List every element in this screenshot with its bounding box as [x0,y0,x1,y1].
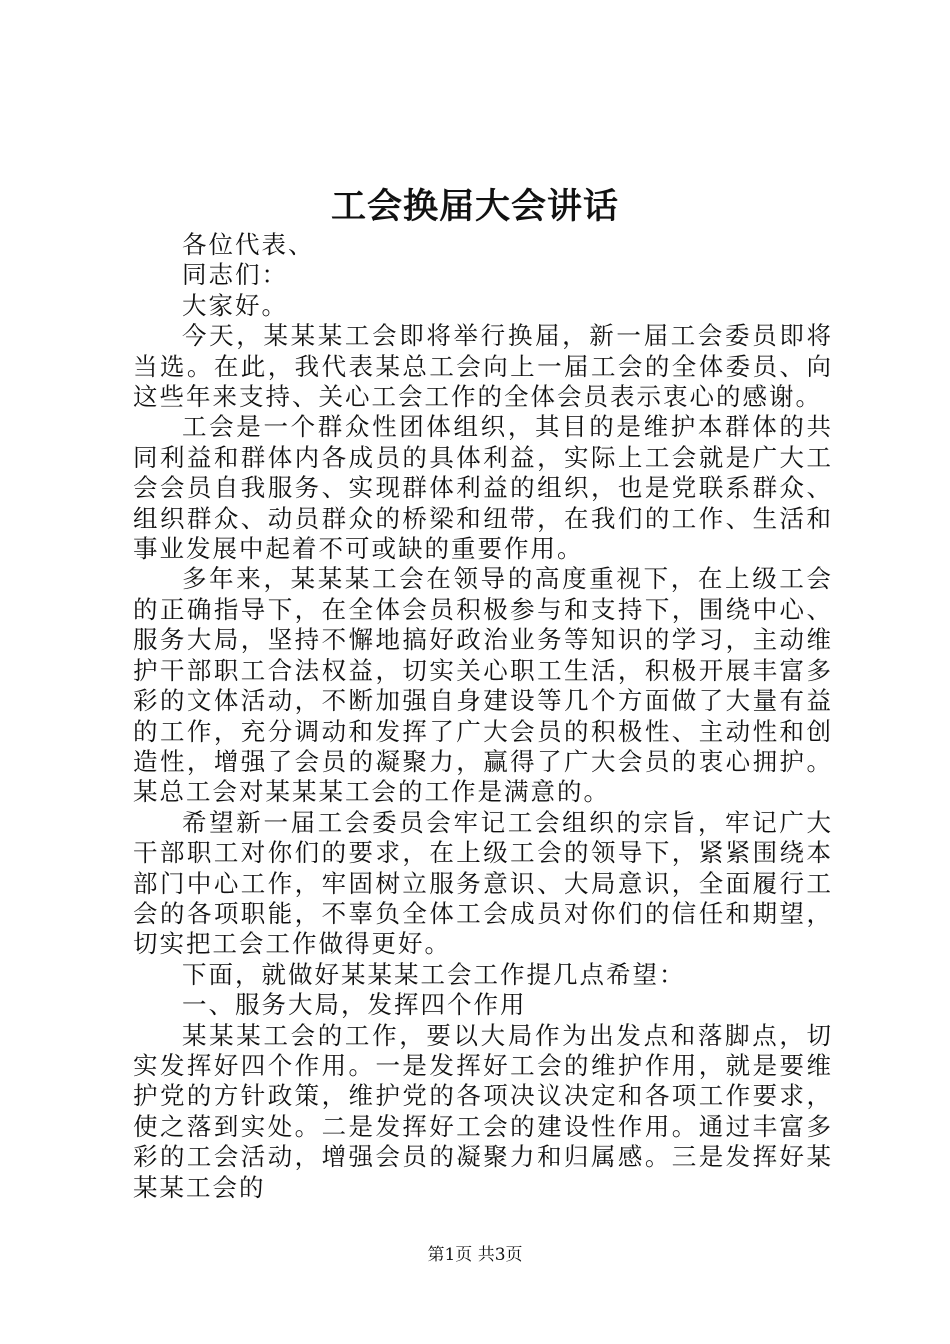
section-heading: 一、服务大局，发挥四个作用 [182,990,527,1020]
body-paragraph: 某某某工会的工作，要以大局作为出发点和落脚点，切实发挥好四个作用。一是发挥好工会的维护作用，就是要维护党的方针政策，维护党的各项决议决定和各项工作要求，使之落到实处。二是发挥好工会的建设性作用。通过丰富多彩的工会活动，增强会员的凝聚力和归属感。三是发挥好某某某工会的 [133,1020,833,1202]
body-paragraph: 工会是一个群众性团体组织，其目的是维护本群体的共同利益和群体内各成员的具体利益，实际上工会就是广大工会会员自我服务、实现群体利益的组织，也是党联系群众、组织群众、动员群众的桥梁和纽带，在我们的工作、生活和事业发展中起着不可或缺的重要作用。 [133,412,833,564]
salutation-line: 同志们： [182,260,288,290]
document-body [133,230,833,1203]
salutation-line: 各位代表、 [182,230,315,259]
body-paragraph: 下面，就做好某某某工会工作提几点希望： [182,959,686,989]
page-footer: 第1页 共3页 [427,1245,523,1265]
document-title: 工会换届大会讲话 [330,186,619,227]
body-paragraph: 今天，某某某工会即将举行换届，新一届工会委员即将当选。在此，我代表某总工会向上一届工会的全体委员、向这些年来支持、关心工会工作的全体会员表示衷心的感谢。 [133,321,833,412]
body-paragraph: 希望新一届工会委员会牢记工会组织的宗旨，牢记广大干部职工对你们的要求，在上级工会的领导下，紧紧围绕本部门中心工作，牢固树立服务意识、大局意识，全面履行工会的各项职能，不辜负全体工会成员对你们的信任和期望，切实把工会工作做得更好。 [133,807,833,959]
body-paragraph: 多年来，某某某工会在领导的高度重视下，在上级工会的正确指导下，在全体会员积极参与和支持下，围绕中心、服务大局，坚持不懈地搞好政治业务等知识的学习，主动维护干部职工合法权益，切实关心职工生活，积极开展丰富多彩的文体活动，不断加强自身建设等几个方面做了大量有益的工作，充分调动和发挥了广大会员的积极性、主动性和创造性，增强了会员的凝聚力，赢得了广大会员的衷心拥护。某总工会对某某某工会的工作是满意的。 [133,564,833,807]
greeting-line: 大家好。 [182,290,288,320]
